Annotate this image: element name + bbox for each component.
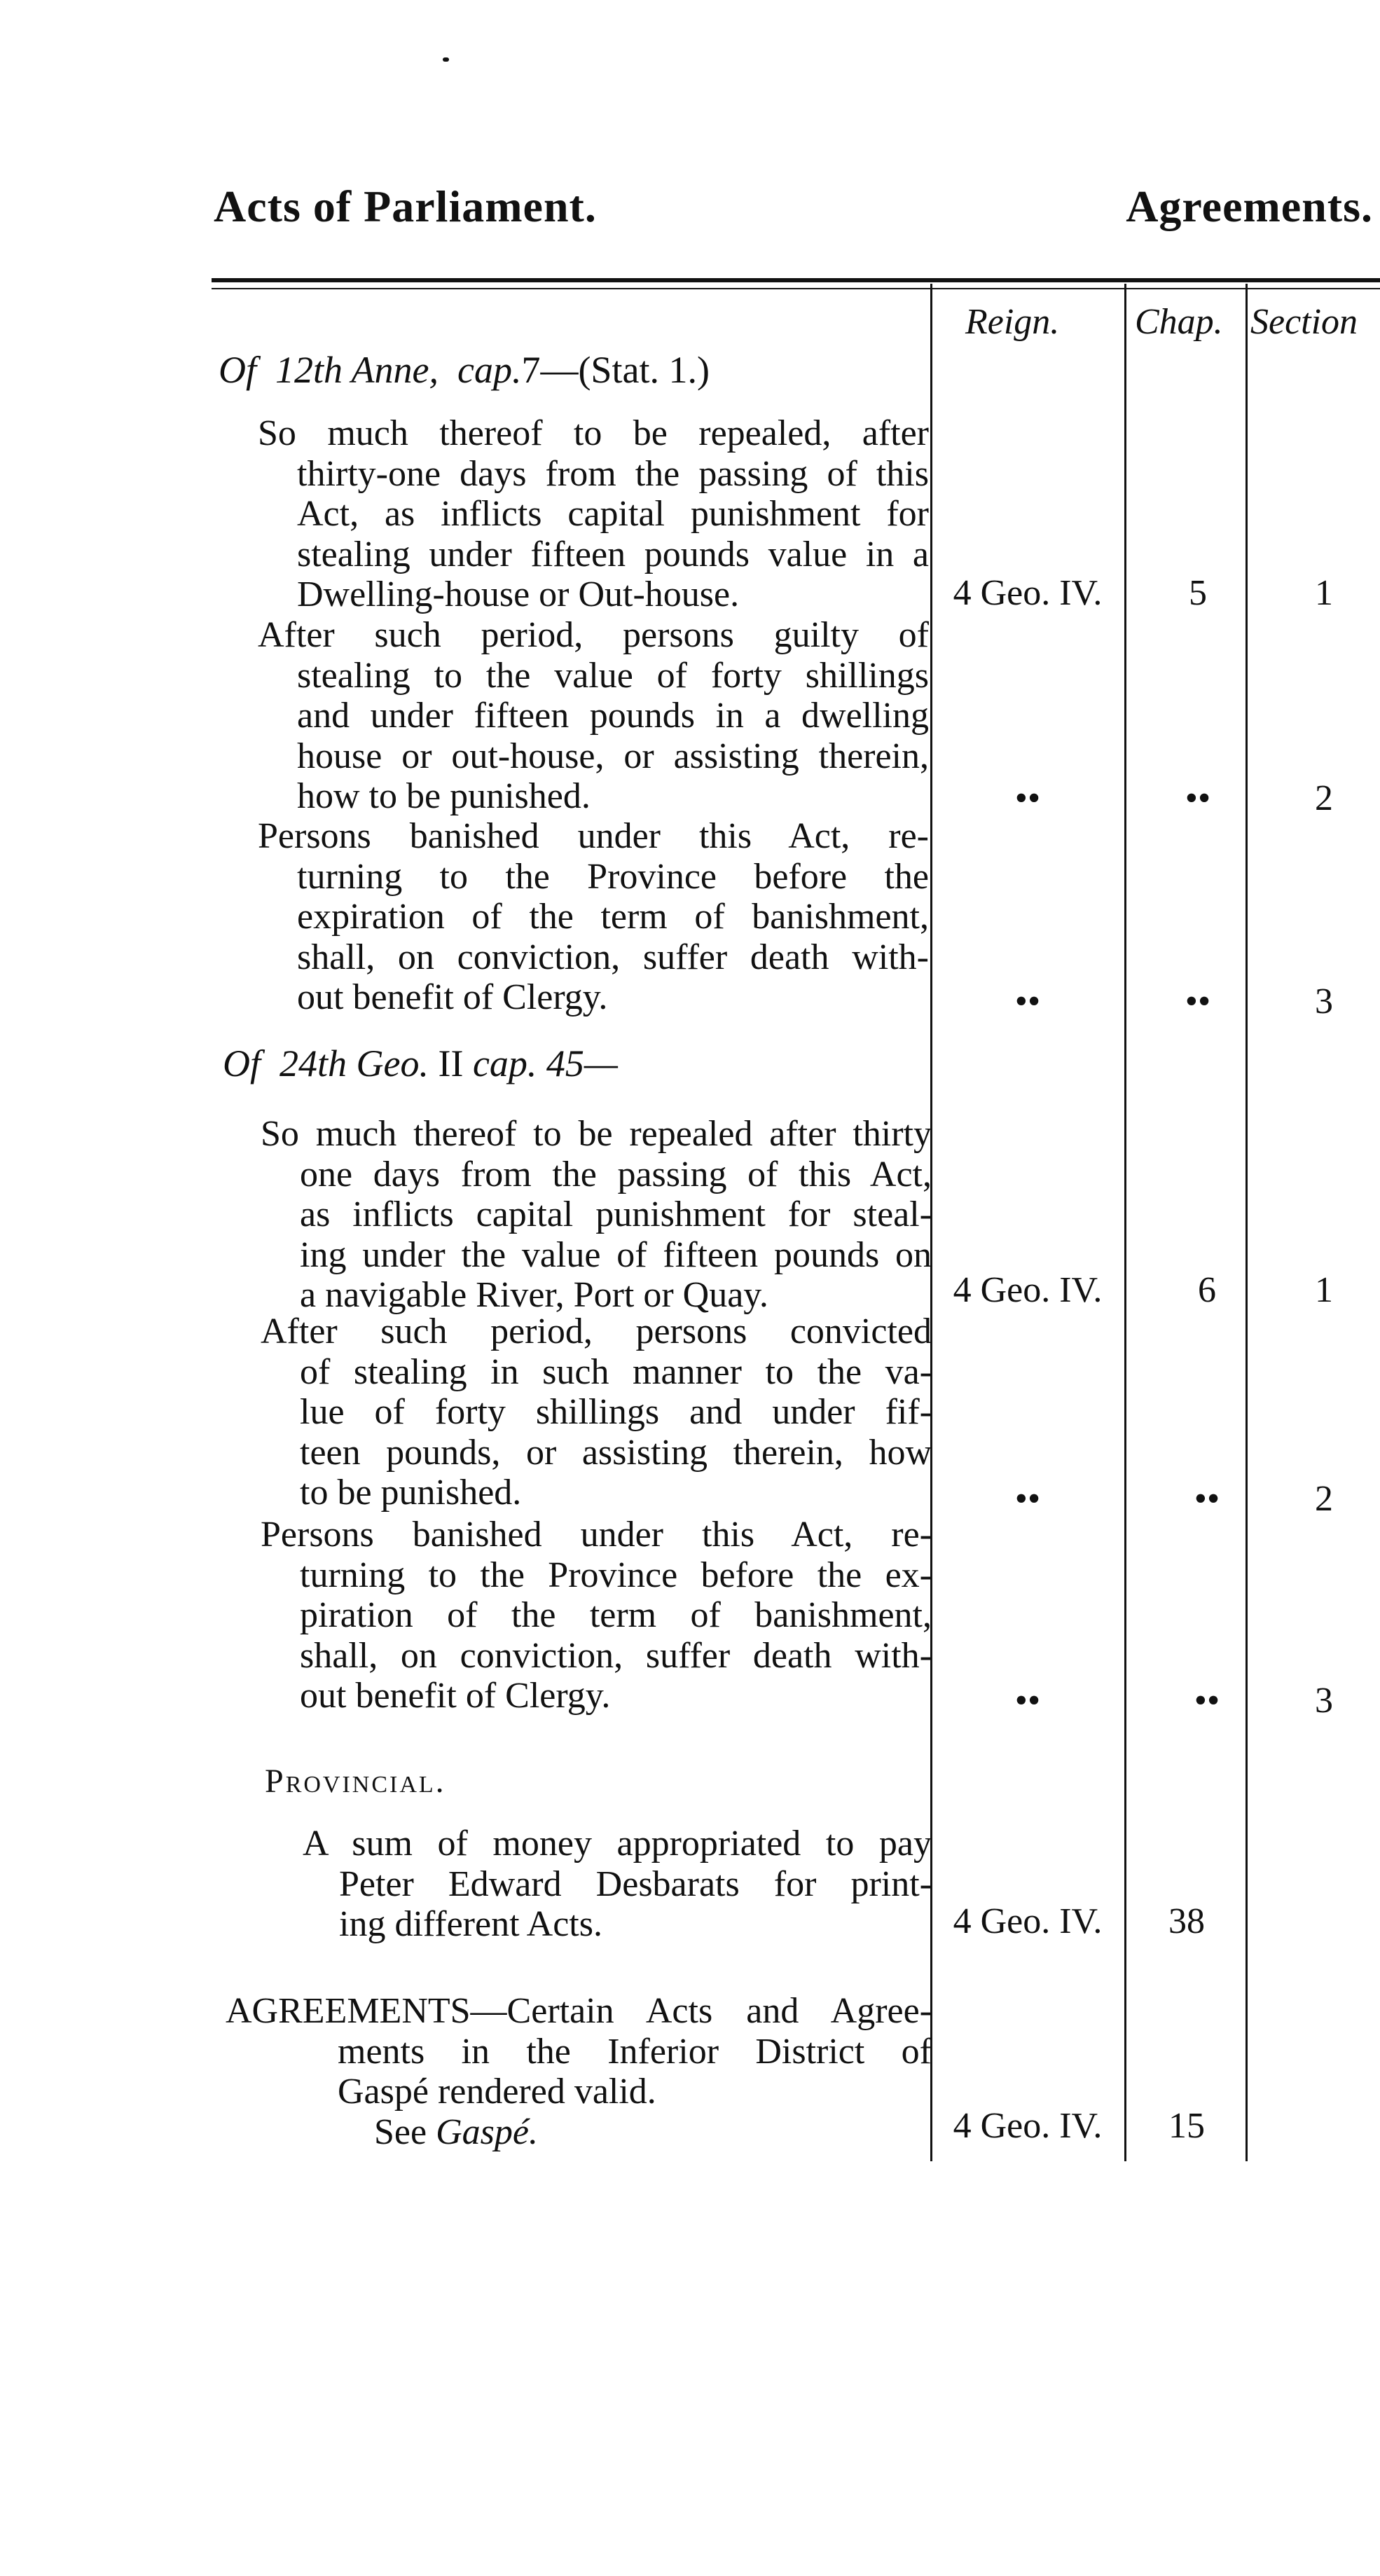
chap-cell: 15 [1168, 2106, 1205, 2146]
header-rule-thin [212, 288, 1380, 289]
entry-text: Persons banished under this Act, re- turning to the Province before the ex- piration of the term of banishment, shall, on conviction, suffer death with- out benefit of Clergy. [261, 1515, 932, 1716]
entry-text: So much thereof to be repealed after thirty one days from the passing of this Act, as inflicts capital punishment for steal- ing under the value of fifteen pounds on a navigable River, Port or Quay. [261, 1114, 932, 1315]
section-cell: 1 [1315, 1270, 1333, 1310]
section-cell: 2 [1315, 1479, 1333, 1519]
header-rule [212, 278, 1380, 282]
section-heading [219, 348, 710, 392]
chap-cell: •• [1185, 778, 1211, 818]
chap-cell: 38 [1168, 1901, 1205, 1941]
entry-text: AGREEMENTS—Certain Acts and Agree- ments in the Inferior District of Gaspé rendered valid. See Gaspé. [226, 1991, 932, 2152]
column-divider-chap [1124, 284, 1126, 2161]
heading-cap: cap. 45— [472, 1042, 618, 1084]
section-cell: 3 [1315, 982, 1333, 1021]
heading-reign: 12th Anne, [275, 349, 439, 391]
column-header-section: Section [1250, 302, 1358, 342]
chap-cell: 6 [1198, 1270, 1216, 1310]
provincial-heading: Provincial. [265, 1763, 446, 1800]
entry-text: So much thereof to be repealed, after thirty-one days from the passing of this Act, as inflicts capital punishment for stealing under fifteen pounds value in a Dwelling-house or Out-house. [258, 413, 929, 614]
entry-text: After such period, persons convicted of stealing in such manner to the va- lue of forty shillings and under fif- teen pounds, or assisting therein, how to be punished. [261, 1311, 932, 1513]
entry-text: After such period, persons guilty of stealing to the value of forty shillings and under fifteen pounds in a dwelling house or out-house, or assisting therein, how to be punished. [258, 615, 929, 816]
entry-text: Persons banished under this Act, re- turning to the Province before the expiration of the term of banishment, shall, on conviction, suffer death with- out benefit of Clergy. [258, 816, 929, 1017]
heading-number: II [438, 1042, 464, 1084]
heading-reign: 24th Geo. [280, 1042, 429, 1084]
reign-cell: 4 Geo. IV. [953, 1901, 1103, 1941]
section-heading [223, 1042, 618, 1085]
chap-cell: 5 [1189, 573, 1207, 613]
reign-cell: •• [1014, 1681, 1041, 1721]
reign-cell: 4 Geo. IV. [953, 1270, 1103, 1310]
reign-cell: •• [1014, 1479, 1041, 1519]
running-header-left: Acts of Parliament. [214, 181, 597, 231]
section-cell: 1 [1315, 573, 1333, 613]
heading-of: Of [219, 349, 256, 391]
running-header-right: Agreements. [1126, 181, 1373, 231]
heading-statute: 7—(Stat. 1.) [521, 349, 710, 391]
reign-cell: 4 Geo. IV. [953, 2106, 1103, 2146]
see-reference: See Gaspé. [374, 2112, 538, 2152]
section-cell: 3 [1315, 1681, 1333, 1721]
heading-cap: cap. [457, 349, 522, 391]
entry-text: A sum of money appropriated to pay Peter Edward Desbarats for print- ing different Acts. [303, 1824, 932, 1944]
heading-of: Of [223, 1042, 261, 1084]
column-divider-section [1246, 284, 1248, 2161]
chap-cell: •• [1185, 982, 1211, 1021]
reign-cell: 4 Geo. IV. [953, 573, 1103, 613]
chap-cell: •• [1194, 1479, 1220, 1519]
chap-cell: •• [1194, 1681, 1220, 1721]
reign-cell: •• [1014, 778, 1041, 818]
column-header-chap: Chap. [1135, 302, 1223, 342]
see-reference-link: Gaspé. [436, 2112, 538, 2152]
ink-mark [443, 57, 449, 62]
column-header-reign: Reign. [965, 302, 1060, 342]
reign-cell: •• [1014, 982, 1041, 1021]
section-cell: 2 [1315, 778, 1333, 818]
